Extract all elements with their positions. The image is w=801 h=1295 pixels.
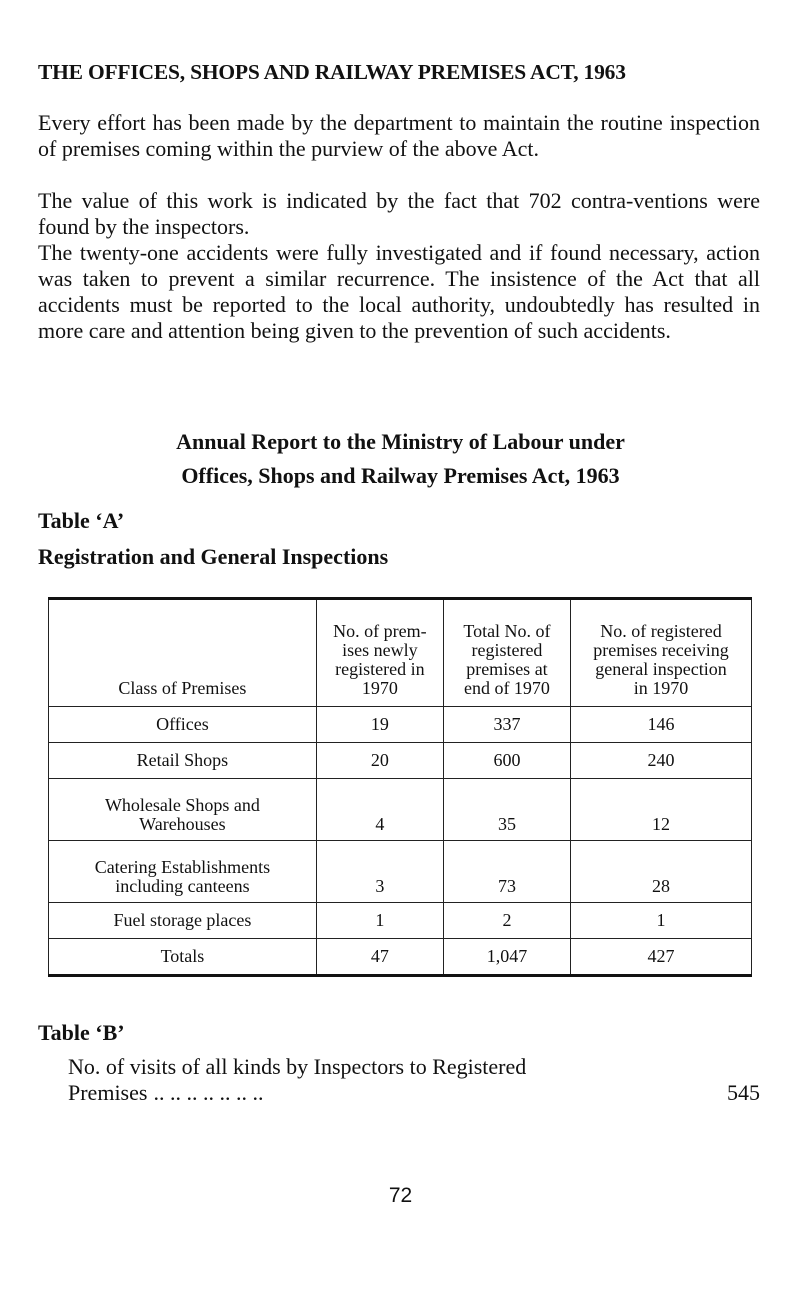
cell-newly-registered: 4	[316, 779, 443, 841]
page-number: 72	[388, 1184, 413, 1207]
visits-premises-label: Premises	[68, 1080, 148, 1105]
visits-line1: No. of visits of all kinds by Inspectors to Registered	[68, 1054, 527, 1079]
paragraph-accidents: The twenty-one accidents were fully investigated and if found necessary, action was taken to prevent a similar recurrence. The insistence of the Act that all accidents must be reported to the local authority, undoubtedly has resulted in more care and attention being given to the prevention of such accidents.	[38, 240, 760, 343]
cell-class-of-premises: Totals	[49, 939, 317, 976]
cell-general-inspection: 12	[570, 779, 751, 841]
visits-leader-dots: .. .. .. .. .. .. ..	[153, 1080, 264, 1105]
table-row	[49, 841, 752, 903]
cell-total-registered: 1,047	[443, 939, 570, 976]
registration-table	[48, 597, 752, 977]
cell-class-of-premises: Wholesale Shops and Warehouses	[49, 779, 317, 841]
table-b-visits	[68, 1054, 760, 1106]
visits-value: 545	[727, 1080, 760, 1105]
visits-line2	[68, 1080, 760, 1106]
cell-general-inspection: 427	[570, 939, 751, 976]
cell-newly-registered: 47	[316, 939, 443, 976]
cell-newly-registered: 20	[316, 743, 443, 779]
header-newly-registered: No. of prem- ises newly registered in 1970	[316, 599, 443, 707]
cell-general-inspection: 240	[570, 743, 751, 779]
table-header-row	[49, 599, 752, 707]
table-row	[49, 707, 752, 743]
header-total-registered: Total No. of registered premises at end of 1970	[443, 599, 570, 707]
header-general-inspection: No. of registered premises receiving general inspection in 1970	[570, 599, 751, 707]
cell-total-registered: 73	[443, 841, 570, 903]
cell-general-inspection: 146	[570, 707, 751, 743]
cell-newly-registered: 1	[316, 903, 443, 939]
cell-general-inspection: 1	[570, 903, 751, 939]
table-a-label: Table ‘A’	[38, 508, 125, 533]
table-row	[49, 743, 752, 779]
cell-class-of-premises: Retail Shops	[49, 743, 317, 779]
cell-total-registered: 600	[443, 743, 570, 779]
cell-class-of-premises: Offices	[49, 707, 317, 743]
cell-class-of-premises: Fuel storage places	[49, 903, 317, 939]
table-row	[49, 779, 752, 841]
table-row	[49, 939, 752, 976]
cell-newly-registered: 19	[316, 707, 443, 743]
paragraph-routine-inspection: Every effort has been made by the department to maintain the routine inspection of premises coming within the purview of the above Act.	[38, 110, 760, 161]
table-row	[49, 903, 752, 939]
report-title	[0, 425, 801, 493]
table-body	[49, 707, 752, 976]
cell-class-of-premises: Catering Establishments including canteens	[49, 841, 317, 903]
table-b-label: Table ‘B’	[38, 1020, 125, 1045]
page-heading: THE OFFICES, SHOPS AND RAILWAY PREMISES ACT, 1963	[38, 60, 626, 84]
report-title-line2: Offices, Shops and Railway Premises Act, 1963	[181, 463, 620, 488]
report-title-line1: Annual Report to the Ministry of Labour under	[176, 429, 625, 454]
cell-total-registered: 35	[443, 779, 570, 841]
cell-general-inspection: 28	[570, 841, 751, 903]
header-class-of-premises: Class of Premises	[49, 599, 317, 707]
cell-newly-registered: 3	[316, 841, 443, 903]
cell-total-registered: 337	[443, 707, 570, 743]
cell-total-registered: 2	[443, 903, 570, 939]
table-a-subtitle: Registration and General Inspections	[38, 544, 389, 569]
paragraph-contraventions: The value of this work is indicated by the fact that 702 contra-ventions were found by the inspectors.	[38, 188, 760, 239]
